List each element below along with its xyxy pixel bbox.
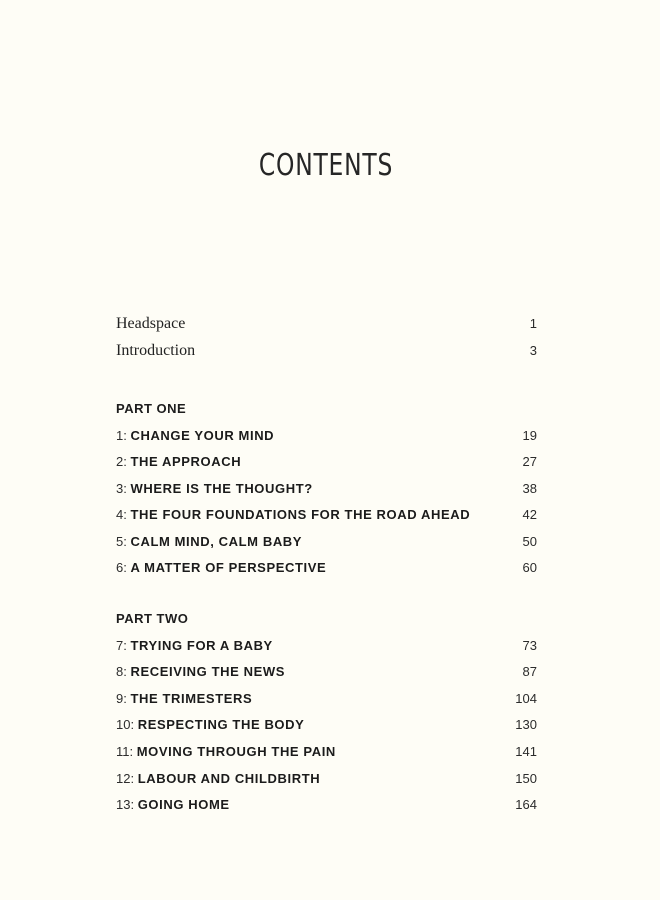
toc-entry-introduction[interactable] [116,342,537,369]
chapter-number: 3: [116,480,127,496]
part-heading-one: PART ONE [116,401,187,416]
toc-chapter-9[interactable] [116,686,537,713]
chapter-page: 150 [515,770,537,786]
chapter-page: 141 [515,743,537,759]
chapter-title: RESPECTING THE BODY [137,717,305,733]
chapter-title: CHANGE YOUR MIND [130,427,275,443]
chapter-title: THE APPROACH [130,454,242,470]
chapter-page: 73 [522,637,537,653]
chapter-number: 13: [116,797,135,813]
toc-chapter-13[interactable] [116,792,537,819]
chapter-title: RECEIVING THE NEWS [130,664,286,680]
chapter-page: 42 [522,507,537,523]
toc-entry-title: Introduction [116,341,196,359]
chapter-number: 5: [116,533,127,549]
chapter-page: 87 [522,664,537,680]
spacer [116,582,537,606]
toc-chapter-11[interactable] [116,739,537,766]
toc-chapter-8[interactable] [116,659,537,686]
chapter-number: 11: [116,743,134,759]
toc-chapter-5[interactable] [116,529,537,556]
chapter-title: LABOUR AND CHILDBIRTH [137,770,321,786]
toc-entry-headspace[interactable] [116,315,537,342]
chapter-number: 12: [116,770,135,786]
chapter-number: 2: [116,454,127,470]
toc-chapter-2[interactable] [116,449,537,476]
chapter-number: 1: [116,427,127,443]
toc-chapter-3[interactable] [116,476,537,503]
chapter-page: 27 [522,454,537,470]
chapter-title: A MATTER OF PERSPECTIVE [130,560,327,576]
toc-entry-title: Headspace [116,315,186,332]
toc-entry-page: 1 [529,316,537,331]
chapter-number: 10: [116,717,135,733]
chapter-page: 38 [522,480,537,496]
chapter-number: 9: [116,690,127,706]
toc-chapter-4[interactable] [116,502,537,529]
chapter-title: MOVING THROUGH THE PAIN [136,743,336,759]
chapter-page: 19 [522,427,537,443]
toc-chapter-1[interactable] [116,423,537,450]
chapter-page: 60 [522,560,537,576]
toc-chapter-10[interactable] [116,712,537,739]
toc-chapter-7[interactable] [116,633,537,660]
chapter-page: 130 [515,717,537,733]
chapter-number: 6: [116,560,127,576]
toc-entry-page: 3 [529,342,537,358]
chapter-page: 50 [522,533,537,549]
chapter-title: THE TRIMESTERS [130,690,253,706]
chapter-number: 7: [116,637,127,653]
chapter-page: 104 [515,690,537,706]
chapter-page: 164 [515,797,537,813]
chapter-number: 8: [116,664,127,680]
toc-chapter-12[interactable] [116,766,537,793]
chapter-title: WHERE IS THE THOUGHT? [130,480,313,496]
part-heading-two: PART TWO [116,611,189,627]
chapter-title: THE FOUR FOUNDATIONS FOR THE ROAD AHEAD [130,507,471,523]
page-title: CONTENTS [258,148,394,183]
spacer [116,368,537,396]
table-of-contents [116,315,537,819]
chapter-title: GOING HOME [137,797,230,813]
chapter-number: 4: [116,507,127,523]
chapter-title: CALM MIND, CALM BABY [130,533,303,549]
toc-chapter-6[interactable] [116,555,537,582]
chapter-title: TRYING FOR A BABY [130,637,273,653]
